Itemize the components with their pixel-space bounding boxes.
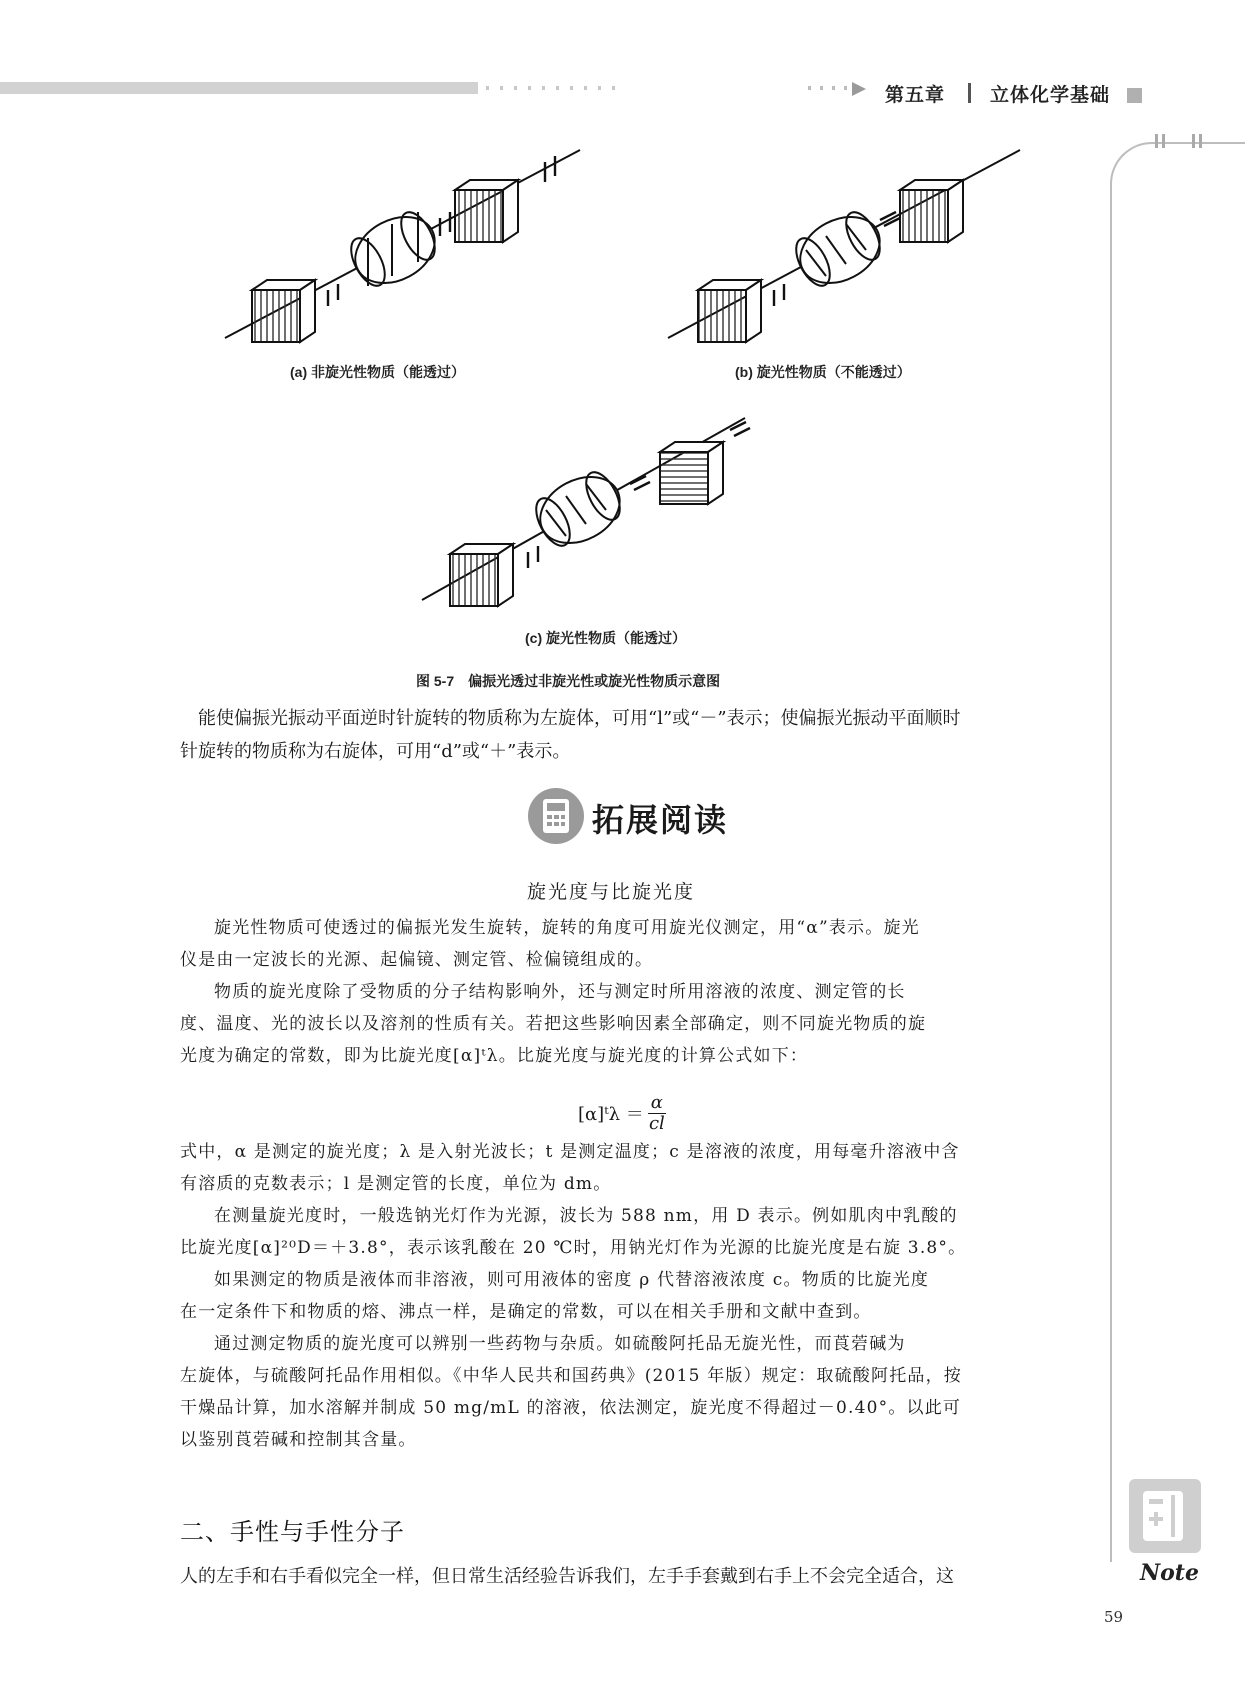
extended-reading-body-2 [180, 1136, 1060, 1456]
page-number: 59 [1104, 1608, 1124, 1626]
text-line: 有溶质的克数表示；l 是测定管的长度，单位为 dm。 [180, 1174, 612, 1194]
text-line: 物质的旋光度除了受物质的分子结构影响外，还与测定时所用溶液的浓度、测定管的长 [214, 982, 906, 1002]
tube-icon [789, 204, 891, 296]
diagram-c [422, 418, 750, 606]
text-line: 仪是由一定波长的光源、起偏镜、测定管、检偏镜组成的。 [180, 950, 654, 970]
formula-numerator: α [648, 1093, 666, 1114]
cube-icon [698, 280, 761, 342]
section-title: 二、手性与手性分子 [180, 1519, 405, 1546]
diagram-a [225, 150, 580, 342]
text-line: 干燥品计算，加水溶解并制成 50 mg/mL 的溶液，依法测定，旋光度不得超过－0.40°。以此可 [180, 1398, 962, 1418]
cube-icon [455, 180, 518, 242]
text-line: 针旋转的物质称为右旋体，可用“d”或“＋”表示。 [180, 741, 571, 762]
cube-icon [450, 544, 513, 606]
intro-paragraph [180, 702, 1105, 768]
note-icon [1129, 1479, 1201, 1553]
text-line: 通过测定物质的旋光度可以辨别一些药物与杂质。如硫酸阿托品无旋光性，而莨菪碱为 [214, 1334, 906, 1354]
tube-icon [529, 464, 631, 556]
caption-c: (c) 旋光性物质（能透过） [525, 630, 686, 646]
caption-a: (a) 非旋光性物质（能透过） [290, 364, 465, 380]
text-line: 在测量旋光度时，一般选钠光灯作为光源，波长为 588 nm，用 D 表示。例如肌肉中乳酸的 [214, 1206, 958, 1226]
text-line: 左旋体，与硫酸阿托品作用相似。《中华人民共和国药典》(2015 年版）规定：取硫酸阿托品，按 [180, 1366, 962, 1386]
text-line: 在一定条件下和物质的熔、沸点一样，是确定的常数，可以在相关手册和文献中查到。 [180, 1302, 872, 1322]
extended-reading-label: 拓展阅读 [592, 802, 729, 838]
extended-reading-subtitle: 旋光度与比旋光度 [527, 882, 696, 903]
note-label: Note [1140, 1560, 1199, 1586]
extended-reading-body [180, 912, 1060, 1072]
text-line: 能使偏振光振动平面逆时针旋转的物质称为左旋体，可用“l”或“－”表示；使偏振光振动平面顺时 [198, 708, 961, 729]
text-line: 式中，α 是测定的旋光度；λ 是入射光波长；t 是测定温度；c 是溶液的浓度，用每毫升溶液中含 [180, 1142, 960, 1162]
cube-icon [252, 280, 315, 342]
formula-lhs: [α]ᵗλ ＝ [578, 1104, 644, 1125]
vibration-marks [328, 156, 555, 306]
cube-icon [660, 442, 723, 504]
polarization-figure [0, 0, 1245, 640]
calculator-icon [527, 787, 585, 845]
formula-denominator: cl [648, 1112, 665, 1134]
note-symbol-icon [1129, 1479, 1201, 1553]
chapter-title: 立体化学基础 [990, 85, 1111, 106]
text-line: 以鉴别莨菪碱和控制其含量。 [180, 1430, 417, 1450]
tube-icon [344, 204, 446, 296]
text-line: 光度为确定的常数，即为比旋光度[α]ᵗλ。比旋光度与旋光度的计算公式如下： [180, 1046, 809, 1066]
figure-title: 图 5-7 偏振光透过非旋光性或旋光性物质示意图 [416, 673, 721, 689]
chapter-label: 第五章 [885, 85, 946, 106]
diagram-b [668, 150, 1020, 342]
fraction [648, 1093, 666, 1134]
formula [578, 1092, 666, 1134]
text-line: 如果测定的物质是液体而非溶液，则可用液体的密度 ρ 代替溶液浓度 c。物质的比旋光度 [214, 1270, 930, 1290]
text-line: 旋光性物质可使透过的偏振光发生旋转，旋转的角度可用旋光仪测定，用“α”表示。旋光 [214, 918, 920, 938]
text-line: 度、温度、光的波长以及溶剂的性质有关。若把这些影响因素全部确定，则不同旋光物质的旋 [180, 1014, 927, 1034]
cube-icon [900, 180, 963, 242]
section-first-line: 人的左手和右手看似完全一样，但日常生活经验告诉我们，左手手套戴到右手上不会完全适合，这 [180, 1566, 954, 1587]
caption-b: (b) 旋光性物质（不能透过） [735, 364, 911, 380]
text-line: 比旋光度[α]²⁰D＝＋3.8°，表示该乳酸在 20 ℃时，用钠光灯作为光源的比旋光度是右旋 3.8°。 [180, 1238, 967, 1258]
